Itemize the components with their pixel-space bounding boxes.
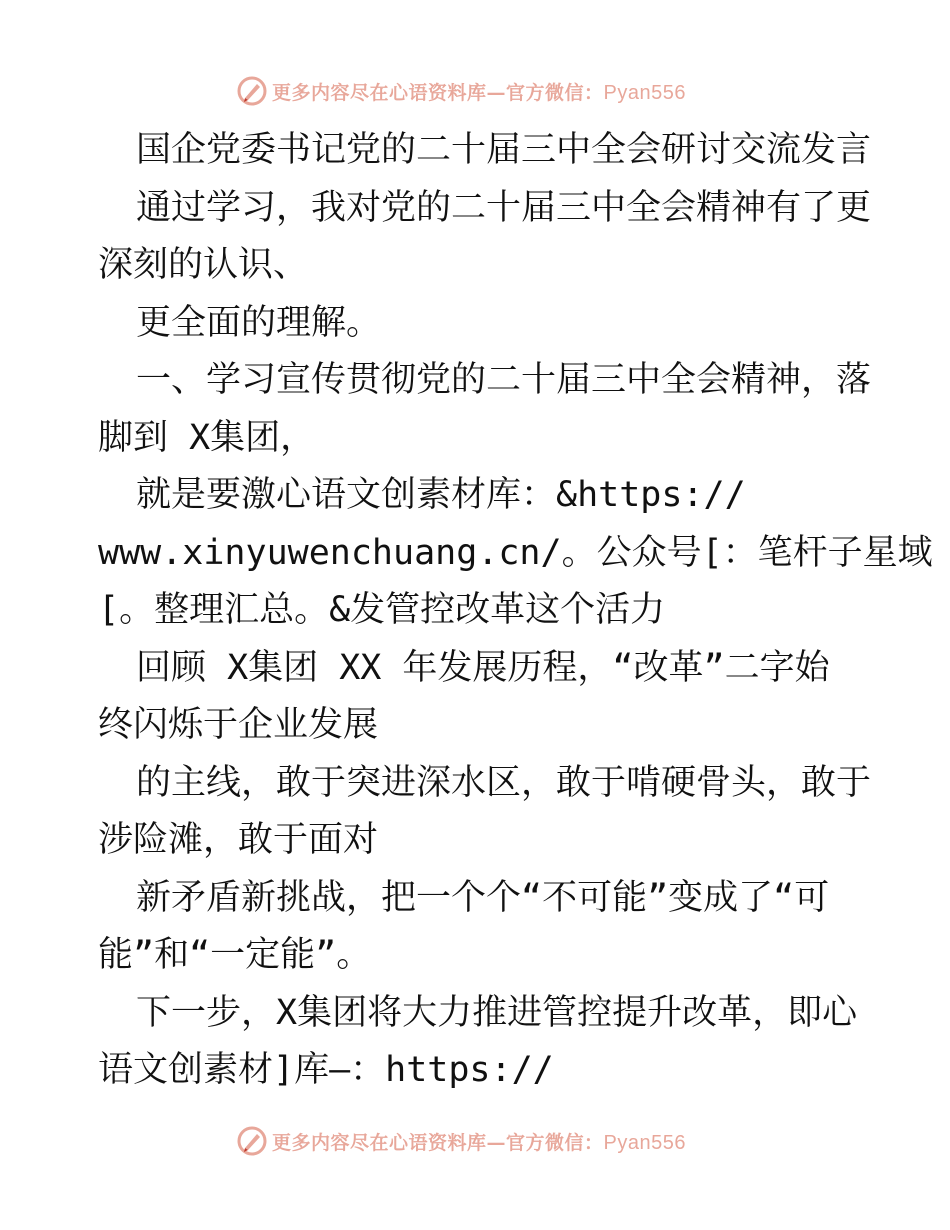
text-line: www.xinyuwenchuang.cn/。公众号[：笔杆子星域 <box>98 532 933 573</box>
text-line: 就是要激心语文创素材库：&https:// <box>136 475 746 515</box>
watermark-text: 更多内容尽在心语资料库—官方微信：Pyan556 <box>272 81 686 104</box>
footer-watermark <box>236 1124 686 1158</box>
text-line: 的主线，敢于突进深水区，敢于啃硬骨头，敢于 <box>136 762 872 803</box>
text-line: 一、学习宣传贯彻党的二十届三中全会精神，落 <box>136 360 872 400</box>
text-line: 更全面的理解。 <box>136 302 382 343</box>
header-watermark <box>236 74 686 108</box>
text-line: 回顾 X集团 XX 年发展历程，“改革”二字始 <box>136 647 830 688</box>
watermark-wechat-id: Pyan556 <box>603 81 686 104</box>
document-body <box>98 122 933 1100</box>
pen-logo-icon <box>236 75 268 107</box>
text-line: 深刻的认识、 <box>98 245 309 285</box>
text-line: 新矛盾新挑战，把一个个“不可能”变成了“可 <box>136 877 830 918</box>
text-line: 国企党委书记党的二十届三中全会研讨交流发言 <box>136 130 872 170</box>
text-line: 语文创素材]库—：https:// <box>98 1050 554 1090</box>
text-line: 脚到 X集团， <box>98 417 316 458</box>
text-line: 涉险滩，敢于面对 <box>98 820 379 860</box>
text-line: 能”和“一定能”。 <box>98 935 372 975</box>
watermark-text: 更多内容尽在心语资料库—官方微信：Pyan556 <box>272 1131 686 1154</box>
text-line: 下一步，X集团将大力推进管控提升改革，即心 <box>136 992 858 1033</box>
text-line: [。整理汇总。&发管控改革这个活力 <box>98 590 666 630</box>
watermark-wechat-id: Pyan556 <box>603 1131 686 1154</box>
text-line: 通过学习，我对党的二十届三中全会精神有了更 <box>136 187 872 228</box>
text-line: 终闪烁于企业发展 <box>98 705 379 745</box>
pen-logo-icon <box>236 1125 268 1157</box>
